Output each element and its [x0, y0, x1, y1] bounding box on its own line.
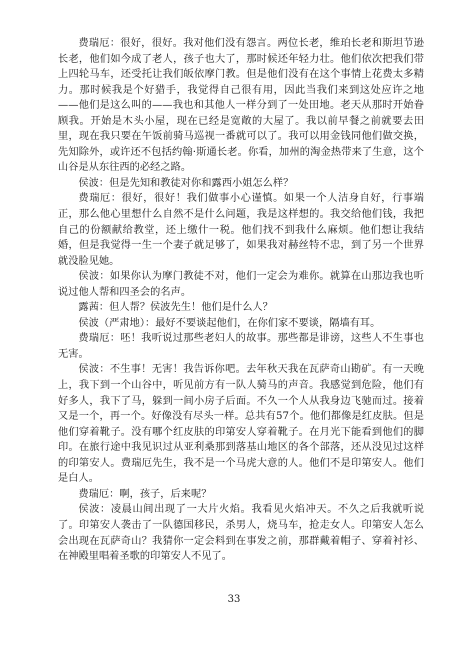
paragraph-hope-warning: 侯波：如果你认为摩门教徒不对，他们一定会为难你。就算在山那边我也听说过他人帮和四圣会的名声。 [58, 271, 424, 298]
paragraph-hope-serious: 侯波（严肃地）：最好不要谈起他们，在你们家不要谈，隔墙有耳。 [78, 317, 381, 329]
paragraph-ferrier-then: 费瑞厄：啊，孩子，后来呢？ [78, 488, 212, 500]
paragraph-ferrier-background: 费瑞厄：很好，很好。我对他们没有怨言。两位长老，维珀长老和斯坦节逊长老，他们如今成了老人，孩子也大了，那时候还年轻力壮。他们依次把我们带上四轮马车，还受托让我们皈依摩门教。但是他们没有在这个事情上花费太多精力。那时候我是个好猎手，我觉得自己很有用，因此当我们来到这处应许之地——他们是这么叫的——我也和其他人一样分到了一处田地。老天从那时开始眷顾我。开始是木头小屋，现在已经是宽敞的大屋了。我以前早餐之前就要去田里，现在我只要在午饭前骑马巡视一番就可以了。我可以用金钱同他们做交换，先知除外，或许还不包括约翰·斯通长老。你看，加州的淘金热带来了生意，这个山谷是从东往西的必经之路。 [58, 38, 424, 174]
page-number: 33 [227, 594, 241, 605]
paragraph-hope-fire: 侯波：凌晨山间出现了一大片火焰。我看见火焰冲天。不久之后我就听说了。印第安人袭击了一队德国移民，杀男人，烧马车，抢走女人。印第安人怎么会出现在瓦萨奇山？我猜你一定会料到在事发之前，那群戴着帽子、穿着衬衫、在神殿里唱着圣歌的印第安人不见了。 [58, 504, 424, 563]
paragraph-hope-question: 侯波：但是先知和教徒对你和露西小姐怎么样？ [78, 177, 294, 189]
paragraph-ferrier-careful: 费瑞厄：很好，很好！我们做事小心谨慎。如果一个人洁身自好，行事端正，那么他心里想什么自然不是什么问题，我是这样想的。我交给他们钱，我把自己的份额献给教堂，还上缴什一税。他们找不到我什么麻烦。他们想让我结婚，但是我觉得一生一个妻子就足够了，如果我对赫丝特不忠，到了另一个世界就没脸见她。 [58, 193, 424, 267]
paragraph-lucy-question: 露茜：但人帮？侯波先生！他们是什么人？ [78, 302, 273, 314]
paragraph-ferrier-dismiss: 费瑞厄：呸！我听说过那些老妇人的故事。那些都是诽谤，这些人不生事也无害。 [58, 333, 424, 360]
paragraph-hope-story: 侯波：不生事！无害！我告诉你吧。去年秋天我在瓦萨奇山勘矿。有一天晚上，我下到一个山谷中，听见前方有一队人骑马的声音。我感觉到危险，他们有好多人，我下了马，躲到一间小房子后面。不久一个人从我身边飞驰而过。接着又是一个，再一个。好像没有尽头一样。总共有57个。他们都像是红皮肤。但是他们穿着靴子。没有哪个红皮肤的印第安人穿着靴子。在月光下能看到他们的脚印。在旅行途中我见识过从亚利桑那到落基山地区的各个部落，还从没见过这样的印第安人。费瑞厄先生，我不是一个马虎大意的人。他们不是印第安人。他们是白人。 [58, 364, 424, 485]
